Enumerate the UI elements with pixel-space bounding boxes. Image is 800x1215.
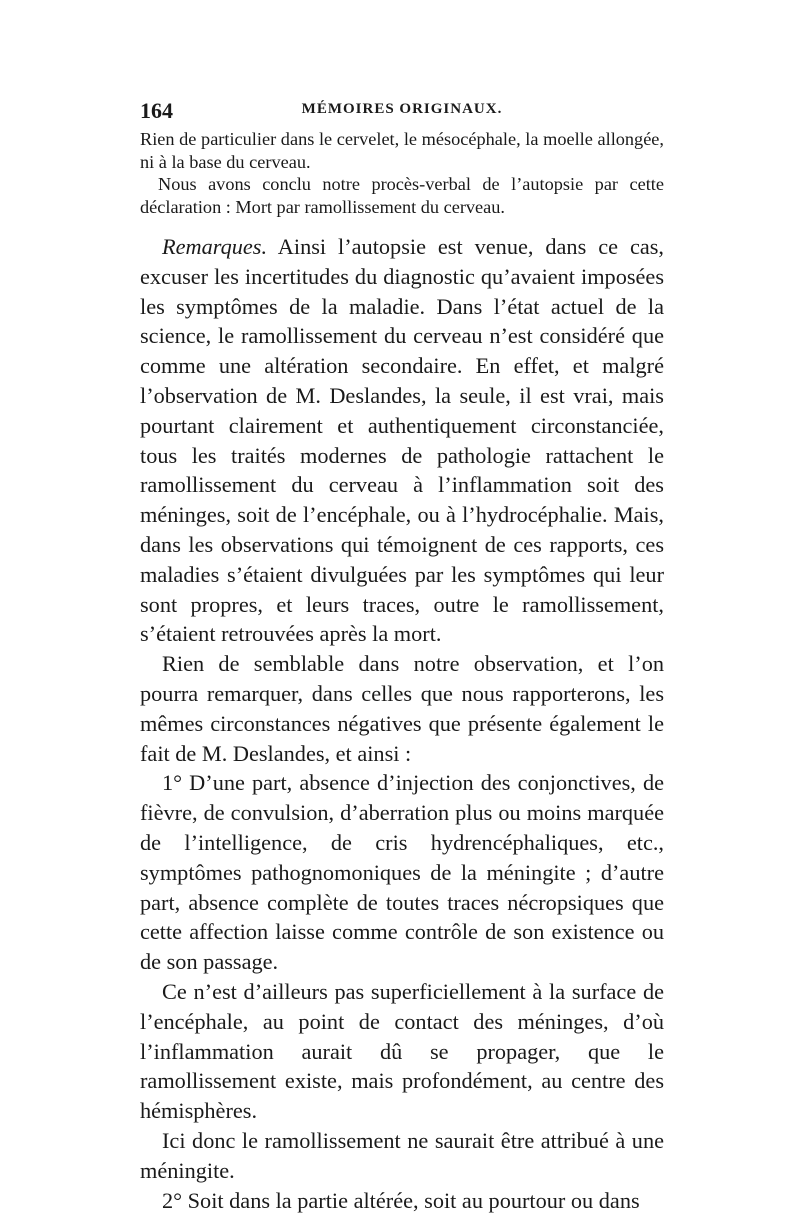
remarks-label: Remarques. xyxy=(162,234,268,259)
paragraph-4: Ici donc le ramollissement ne saurait être attribué à une méningite. xyxy=(140,1127,664,1183)
paragraph-2: 1° D’une part, absence d’injection des conjonctives, de fièvre, de convulsion, d’aberration plus ou moins marquée de l’intelligence, de cris hydrencéphaliques, etc., symptômes pathognomoniques de la méningite ; d’autre part, absence complète de toutes traces nécropsiques que cette affection laisse comme contrôle de son existence ou de son passage. xyxy=(140,770,664,975)
remarks-text: Ainsi l’autopsie est venue, dans ce cas, excuser les incertitudes du diagnostic qu’avaient imposées les symptômes de la maladie. Dans l’état actuel de la science, le ramollissement du cerveau n’est considéré que comme une altération secondaire. En effet, et malgré l’observation de M. Deslandes, la seule, il est vrai, mais pourtant clairement et authentiquement circonstanciée, tous les traités modernes de pathologie rattachent le ramollissement du cerveau à l’inflammation soit des méninges, soit de l’encéphale, ou à l’hydrocéphalie. Mais, dans les observations qui témoignent de ces rapports, ces maladies s’étaient divulguées par les symptômes qui leur sont propres, et leurs traces, outre le ramollissement, s’étaient retrouvées après la mort. xyxy=(140,234,664,647)
remarks-paragraph xyxy=(140,232,664,649)
paragraph-3: Ce n’est d’ailleurs pas superficiellement à la surface de l’encéphale, au point de contact des méninges, d’où l’inflammation aurait dû se propager, que le ramollissement existe, mais profondément, au centre des hémisphères. xyxy=(140,978,664,1124)
page-number: 164 xyxy=(140,98,173,123)
paragraph-1: Rien de semblable dans notre observation, et l’on pourra remarquer, dans celles que nous rapporterons, les mêmes circonstances négatives que présente également le fait de M. Deslandes, et ainsi : xyxy=(140,651,664,766)
running-title: MÉMOIRES ORIGINAUX. xyxy=(301,101,503,117)
page-header xyxy=(140,98,664,122)
small-print-block xyxy=(140,128,664,218)
main-text xyxy=(140,232,664,1215)
small-paragraph-2: Nous avons conclu notre procès-verbal de l’autopsie par cette déclaration : Mort par ramollissement du cerveau. xyxy=(140,174,664,217)
small-paragraph-1: Rien de particulier dans le cervelet, le mésocéphale, la moelle allongée, ni à la base du cerveau. xyxy=(140,129,664,172)
paragraph-5: 2° Soit dans la partie altérée, soit au pourtour ou dans xyxy=(162,1187,640,1213)
